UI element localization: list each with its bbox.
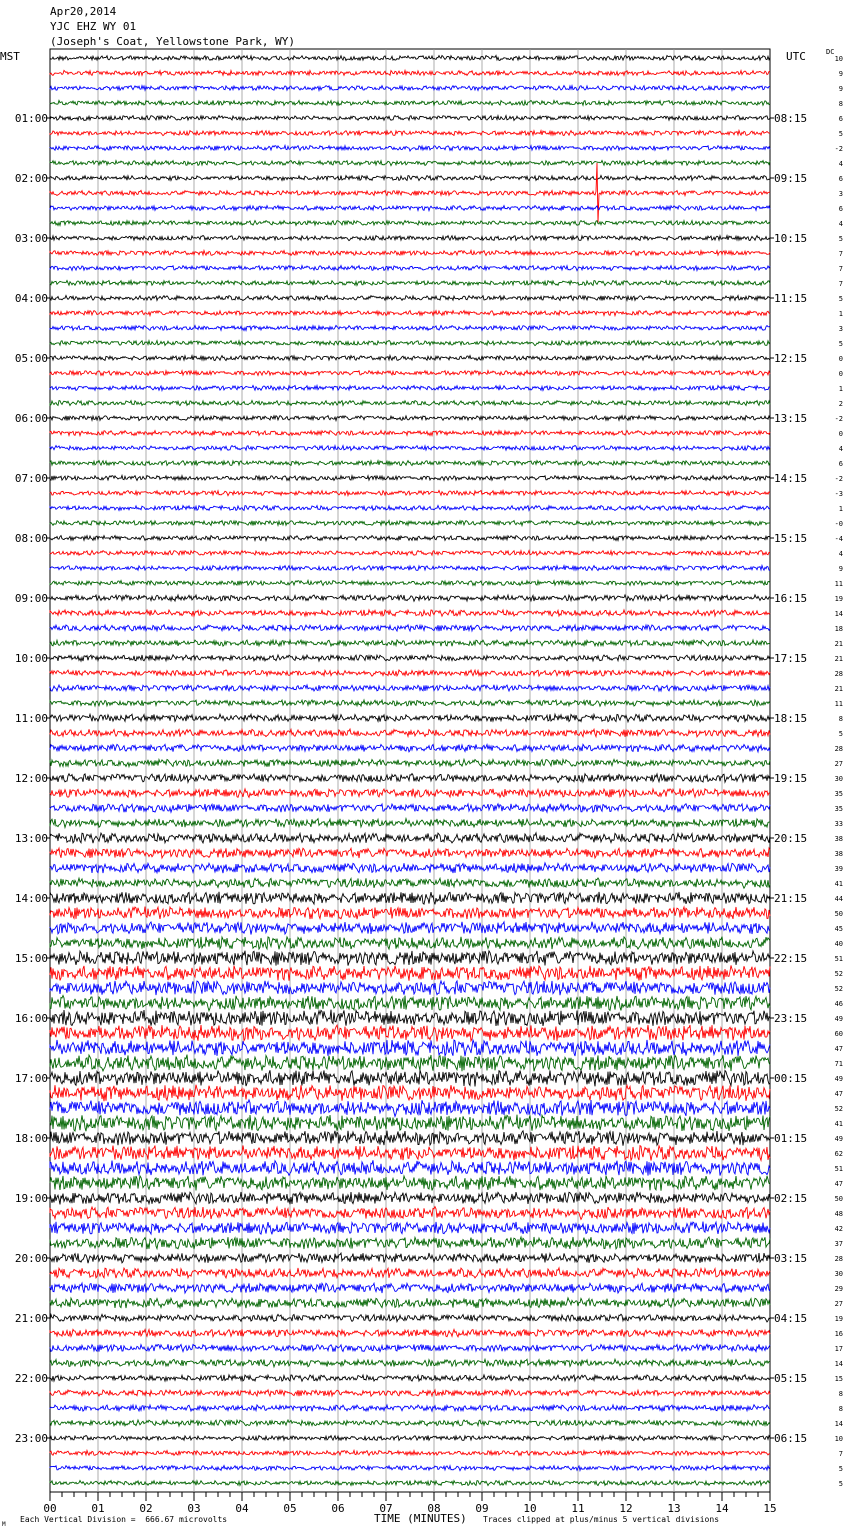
seismic-trace: [50, 729, 770, 737]
dc-offset-header: DC: [826, 48, 835, 56]
seismic-trace: [50, 1146, 770, 1161]
dc-offset-label: 10: [834, 1435, 843, 1443]
seismic-trace: [50, 625, 770, 631]
right-timezone-label: UTC: [786, 50, 806, 63]
seismic-trace: [50, 640, 770, 646]
seismic-trace: [50, 1237, 770, 1249]
x-tick-label: 13: [667, 1502, 681, 1515]
dc-offset-label: 21: [834, 655, 843, 663]
hour-label-mst: 08:00: [14, 532, 48, 545]
hour-label-utc: 08:15: [774, 112, 808, 125]
dc-offset-label: 49: [834, 1135, 843, 1143]
x-tick-label: 03: [187, 1502, 201, 1515]
seismic-trace: [50, 161, 770, 166]
dc-offset-label: 28: [834, 1255, 843, 1263]
dc-offset-label: 7: [838, 250, 843, 258]
hour-label-mst: 17:00: [14, 1072, 48, 1085]
hour-label-utc: 17:15: [774, 652, 808, 665]
seismic-trace: [50, 1420, 770, 1426]
seismic-trace: [50, 491, 770, 496]
dc-offset-label: 9: [838, 70, 843, 78]
x-tick-label: 06: [331, 1502, 345, 1515]
seismic-trace: [50, 951, 770, 966]
hour-label-mst: 19:00: [14, 1192, 48, 1205]
dc-offset-label: 5: [838, 295, 843, 303]
x-tick-label: 07: [379, 1502, 393, 1515]
seismic-trace: [50, 326, 770, 331]
seismic-trace: [50, 996, 770, 1011]
seismic-trace: [50, 250, 770, 255]
hour-label-mst: 12:00: [14, 772, 48, 785]
dc-offset-label: -2: [834, 145, 843, 153]
dc-offset-label: 14: [834, 610, 843, 618]
seismic-trace: [50, 1450, 770, 1455]
seismic-trace: [50, 700, 770, 706]
hour-label-mst: 14:00: [14, 892, 48, 905]
dc-offset-label: 19: [834, 595, 843, 603]
dc-offset-label: 21: [834, 640, 843, 648]
seismic-trace: [50, 714, 770, 722]
plot-date: Apr20,2014: [50, 5, 117, 18]
seismic-trace: [50, 1436, 770, 1441]
seismic-trace: [50, 1283, 770, 1293]
seismic-trace: [50, 1466, 770, 1471]
seismic-trace: [50, 86, 770, 91]
seismic-trace: [50, 566, 770, 571]
hour-label-mst: 05:00: [14, 352, 48, 365]
seismic-trace: [50, 386, 770, 391]
seismic-trace: [50, 1481, 770, 1486]
dc-offset-label: 27: [834, 760, 843, 768]
hour-label-utc: 03:15: [774, 1252, 808, 1265]
seismic-trace: [50, 580, 770, 585]
seismic-trace: [50, 1025, 770, 1041]
seismic-trace: [50, 1390, 770, 1396]
dc-offset-label: 5: [838, 1480, 843, 1488]
seismic-trace: [50, 1329, 770, 1337]
dc-offset-label: 6: [838, 175, 843, 183]
dc-offset-label: 5: [838, 130, 843, 138]
seismic-trace: [50, 206, 770, 211]
hour-label-mst: 07:00: [14, 472, 48, 485]
seismic-trace: [50, 833, 770, 843]
seismic-trace: [50, 1405, 770, 1411]
dc-offset-label: 30: [834, 775, 843, 783]
station-code: YJC EHZ WY 01: [50, 20, 137, 33]
dc-offset-label: 4: [838, 550, 843, 558]
dc-offset-label: 8: [838, 100, 843, 108]
hour-label-mst: 15:00: [14, 952, 48, 965]
dc-offset-label: 8: [838, 1405, 843, 1413]
dc-offset-label: 60: [834, 1030, 843, 1038]
seismic-trace: [50, 804, 770, 812]
dc-offset-label: 5: [838, 235, 843, 243]
hour-label-mst: 18:00: [14, 1132, 48, 1145]
dc-offset-label: 46: [834, 1000, 843, 1008]
hour-label-utc: 11:15: [774, 292, 808, 305]
dc-offset-label: 5: [838, 730, 843, 738]
vertical-division-note: Each Vertical Division = 666.67 microvolts: [20, 1515, 228, 1524]
seismic-trace: [50, 1160, 770, 1175]
dc-offset-label: 48: [834, 1210, 843, 1218]
dc-offset-label: 28: [834, 745, 843, 753]
hour-label-utc: 13:15: [774, 412, 808, 425]
dc-offset-label: 52: [834, 1105, 843, 1113]
hour-label-mst: 06:00: [14, 412, 48, 425]
seismic-trace: [50, 56, 770, 61]
dc-offset-label: 44: [834, 895, 843, 903]
dc-offset-label: 1: [838, 385, 843, 393]
seismic-trace: [50, 221, 770, 226]
x-tick-label: 02: [139, 1502, 153, 1515]
seismic-trace: [50, 341, 770, 346]
dc-offset-label: 41: [834, 1120, 843, 1128]
dc-offset-label: 5: [838, 340, 843, 348]
x-tick-label: 10: [523, 1502, 537, 1515]
dc-offset-label: 47: [834, 1090, 843, 1098]
seismic-trace: [50, 446, 770, 451]
seismic-trace: [50, 685, 770, 691]
seismic-trace: [50, 1359, 770, 1367]
dc-offset-label: 10: [834, 55, 843, 63]
seismic-trace: [50, 475, 770, 480]
hour-label-mst: 16:00: [14, 1012, 48, 1025]
hour-label-mst: 21:00: [14, 1312, 48, 1325]
seismic-trace: [50, 371, 770, 376]
hour-label-mst: 23:00: [14, 1432, 48, 1445]
hour-label-mst: 20:00: [14, 1252, 48, 1265]
seismic-trace: [50, 101, 770, 106]
station-location: (Joseph's Coat, Yellowstone Park, WY): [50, 35, 296, 48]
seismic-trace: [50, 937, 770, 950]
seismic-trace: [50, 1010, 770, 1026]
dc-offset-label: 1: [838, 310, 843, 318]
dc-offset-label: 38: [834, 835, 843, 843]
dc-offset-label: 4: [838, 445, 843, 453]
seismic-trace: [50, 163, 770, 223]
seismic-trace: [50, 176, 770, 181]
x-tick-label: 04: [235, 1502, 249, 1515]
x-tick-label: 00: [43, 1502, 57, 1515]
seismic-trace: [50, 431, 770, 436]
dc-offset-label: 6: [838, 205, 843, 213]
dc-offset-label: 21: [834, 685, 843, 693]
dc-offset-label: 8: [838, 715, 843, 723]
seismic-trace: [50, 551, 770, 556]
seismic-trace: [50, 922, 770, 935]
hour-label-utc: 00:15: [774, 1072, 808, 1085]
seismic-trace: [50, 1314, 770, 1322]
dc-offset-label: 17: [834, 1345, 843, 1353]
x-tick-label: 08: [427, 1502, 441, 1515]
seismic-trace: [50, 1055, 770, 1072]
hour-label-mst: 04:00: [14, 292, 48, 305]
dc-offset-label: 6: [838, 115, 843, 123]
dc-offset-label: 71: [834, 1060, 843, 1068]
seismic-trace: [50, 1176, 770, 1191]
hour-label-mst: 09:00: [14, 592, 48, 605]
dc-offset-label: 50: [834, 1195, 843, 1203]
seismic-trace: [50, 521, 770, 526]
seismic-trace: [50, 116, 770, 121]
dc-offset-label: -4: [834, 535, 843, 543]
seismic-trace: [50, 1344, 770, 1351]
seismic-trace: [50, 1207, 770, 1220]
seismic-trace: [50, 1375, 770, 1381]
dc-offset-label: 41: [834, 880, 843, 888]
seismic-trace: [50, 1070, 770, 1086]
hour-label-utc: 20:15: [774, 832, 808, 845]
dc-offset-label: 3: [838, 190, 843, 198]
hour-label-utc: 16:15: [774, 592, 808, 605]
seismic-trace: [50, 505, 770, 510]
hour-label-utc: 19:15: [774, 772, 808, 785]
seismic-trace: [50, 1222, 770, 1235]
dc-offset-label: 30: [834, 1270, 843, 1278]
dc-offset-label: 5: [838, 1465, 843, 1473]
seismic-trace: [50, 536, 770, 541]
hour-label-mst: 13:00: [14, 832, 48, 845]
seismic-trace: [50, 1268, 770, 1278]
hour-label-utc: 23:15: [774, 1012, 808, 1025]
dc-offset-label: 18: [834, 625, 843, 633]
dc-offset-label: 27: [834, 1300, 843, 1308]
hour-label-mst: 01:00: [14, 112, 48, 125]
seismic-trace: [50, 610, 770, 616]
dc-offset-label: 0: [838, 355, 843, 363]
hour-label-utc: 18:15: [774, 712, 808, 725]
hour-label-utc: 01:15: [774, 1132, 808, 1145]
dc-offset-label: 33: [834, 820, 843, 828]
seismic-trace: [50, 981, 770, 995]
seismic-trace: [50, 281, 770, 286]
dc-offset-label: 8: [838, 1390, 843, 1398]
seismic-trace: [50, 295, 770, 300]
dc-offset-label: 29: [834, 1285, 843, 1293]
dc-offset-label: 9: [838, 85, 843, 93]
x-tick-label: 15: [763, 1502, 777, 1515]
hour-label-utc: 02:15: [774, 1192, 808, 1205]
hour-label-mst: 22:00: [14, 1372, 48, 1385]
hour-label-utc: 10:15: [774, 232, 808, 245]
hour-label-mst: 02:00: [14, 172, 48, 185]
dc-offset-label: 39: [834, 865, 843, 873]
left-timezone-label: MST: [0, 50, 20, 63]
hour-label-utc: 15:15: [774, 532, 808, 545]
dc-offset-label: 3: [838, 325, 843, 333]
seismic-trace: [50, 907, 770, 920]
dc-offset-label: 52: [834, 985, 843, 993]
hour-label-utc: 21:15: [774, 892, 808, 905]
dc-offset-label: 6: [838, 460, 843, 468]
clipping-note: Traces clipped at plus/minus 5 vertical divisions: [483, 1515, 720, 1524]
seismic-trace: [50, 400, 770, 405]
dc-offset-label: 16: [834, 1330, 843, 1338]
dc-offset-label: 19: [834, 1315, 843, 1323]
dc-offset-label: 14: [834, 1360, 843, 1368]
seismic-trace: [50, 759, 770, 767]
dc-offset-label: 28: [834, 670, 843, 678]
dc-offset-label: 7: [838, 280, 843, 288]
dc-offset-label: -2: [834, 415, 843, 423]
seismic-trace: [50, 145, 770, 151]
dc-offset-label: 11: [834, 580, 843, 588]
seismic-trace: [50, 416, 770, 421]
plot-frame: [50, 49, 770, 1492]
dc-offset-label: -2: [834, 475, 843, 483]
dc-offset-label: 49: [834, 1015, 843, 1023]
seismic-trace: [50, 744, 770, 752]
dc-offset-label: 1: [838, 505, 843, 513]
seismic-trace: [50, 1192, 770, 1205]
dc-offset-label: 49: [834, 1075, 843, 1083]
x-axis-label: TIME (MINUTES): [374, 1512, 467, 1525]
seismic-trace: [50, 1131, 770, 1146]
hour-label-utc: 09:15: [774, 172, 808, 185]
seismic-trace: [50, 670, 770, 676]
seismic-trace: [50, 355, 770, 360]
seismic-trace: [50, 1298, 770, 1308]
seismic-trace: [50, 819, 770, 828]
dc-offset-label: 7: [838, 1450, 843, 1458]
hour-label-utc: 22:15: [774, 952, 808, 965]
dc-offset-label: -0: [834, 520, 843, 528]
seismic-trace: [50, 266, 770, 271]
seismic-trace: [50, 789, 770, 798]
seismic-trace: [50, 461, 770, 466]
dc-offset-label: 14: [834, 1420, 843, 1428]
dc-offset-label: 47: [834, 1045, 843, 1053]
seismic-trace: [50, 892, 770, 905]
dc-offset-label: 4: [838, 160, 843, 168]
hour-label-utc: 12:15: [774, 352, 808, 365]
dc-offset-label: 45: [834, 925, 843, 933]
seismic-trace: [50, 70, 770, 75]
seismic-trace: [50, 1040, 770, 1056]
seismic-trace: [50, 1115, 770, 1132]
hour-label-utc: 05:15: [774, 1372, 808, 1385]
x-tick-label: 05: [283, 1502, 297, 1515]
x-tick-label: 12: [619, 1502, 633, 1515]
seismic-trace: [50, 965, 770, 980]
corner-mark: M: [2, 1521, 6, 1528]
seismic-trace: [50, 1100, 770, 1117]
seismic-trace: [50, 655, 770, 661]
dc-offset-label: -3: [834, 490, 843, 498]
dc-offset-label: 0: [838, 430, 843, 438]
dc-offset-label: 51: [834, 955, 843, 963]
dc-offset-label: 42: [834, 1225, 843, 1233]
dc-offset-label: 7: [838, 265, 843, 273]
seismic-trace: [50, 848, 770, 858]
x-tick-label: 14: [715, 1502, 729, 1515]
dc-offset-label: 52: [834, 970, 843, 978]
seismic-trace: [50, 595, 770, 601]
dc-offset-label: 15: [834, 1375, 843, 1383]
seismic-trace: [50, 1253, 770, 1263]
dc-offset-label: 50: [834, 910, 843, 918]
hour-label-mst: 03:00: [14, 232, 48, 245]
dc-offset-label: 35: [834, 790, 843, 798]
x-tick-label: 09: [475, 1502, 489, 1515]
dc-offset-label: 9: [838, 565, 843, 573]
seismic-trace: [50, 131, 770, 136]
x-tick-label: 01: [91, 1502, 105, 1515]
dc-offset-label: 0: [838, 370, 843, 378]
seismic-trace: [50, 311, 770, 316]
dc-offset-label: 40: [834, 940, 843, 948]
hour-label-utc: 06:15: [774, 1432, 808, 1445]
seismic-trace: [50, 774, 770, 783]
x-tick-label: 11: [571, 1502, 585, 1515]
seismic-trace: [50, 863, 770, 873]
dc-offset-label: 35: [834, 805, 843, 813]
hour-label-utc: 04:15: [774, 1312, 808, 1325]
dc-offset-label: 51: [834, 1165, 843, 1173]
hour-label-utc: 14:15: [774, 472, 808, 485]
dc-offset-label: 11: [834, 700, 843, 708]
seismic-trace: [50, 1085, 770, 1102]
dc-offset-label: 2: [838, 400, 843, 408]
dc-offset-label: 37: [834, 1240, 843, 1248]
hour-label-mst: 10:00: [14, 652, 48, 665]
dc-offset-label: 38: [834, 850, 843, 858]
dc-offset-label: 47: [834, 1180, 843, 1188]
seismic-trace: [50, 878, 770, 888]
dc-offset-label: 62: [834, 1150, 843, 1158]
hour-label-mst: 11:00: [14, 712, 48, 725]
dc-offset-label: 4: [838, 220, 843, 228]
seismic-trace: [50, 236, 770, 241]
